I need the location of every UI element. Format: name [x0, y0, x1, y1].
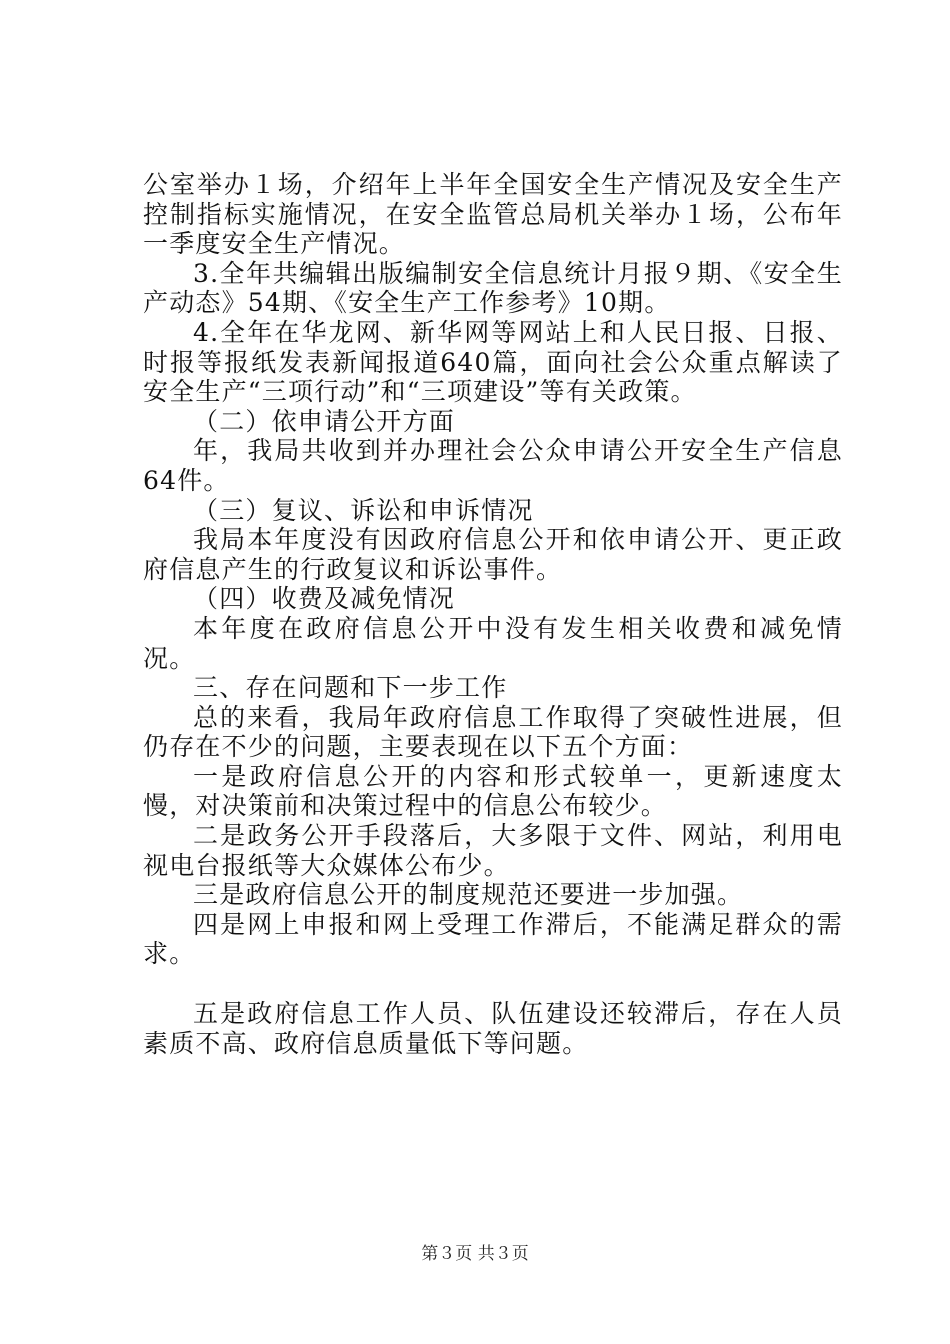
problem-item-2: 二是政务公开手段落后，大多限于文件、网站，利用电视电台报纸等大众媒体公布少。 — [143, 821, 843, 880]
paragraph-2: 3.全年共编辑出版编制安全信息统计月报９期、《安全生产动态》54期、《安全生产工作参考》10期。 — [143, 258, 843, 318]
paragraph-3: 4.全年在华龙网、新华网等网站上和人民日报、日报、时报等报纸发表新闻报道640篇，面向社会公众重点解读了安全生产“三项行动”和“三项建设”等有关政策。 — [143, 317, 843, 407]
problem-item-3: 三是政府信息公开的制度规范还要进一步加强。 — [193, 880, 744, 910]
document-body — [143, 170, 843, 1058]
section-heading-problems: 三、存在问题和下一步工作 — [193, 673, 508, 703]
section-heading-3: （三）复议、诉讼和申诉情况 — [193, 495, 534, 525]
paragraph-7: 我局本年度没有因政府信息公开和依申请公开、更正政府信息产生的行政复议和诉讼事件。 — [143, 525, 843, 584]
paragraph-5: 年，我局共收到并办理社会公众申请公开安全生产信息64件。 — [143, 436, 843, 495]
problem-item-4: 四是网上申报和网上受理工作滞后，不能满足群众的需求。 — [143, 909, 843, 969]
paragraph-9: 本年度在政府信息公开中没有发生相关收费和减免情况。 — [143, 613, 843, 673]
problem-item-5: 五是政府信息工作人员、队伍建设还较滞后，存在人员素质不高、政府信息质量低下等问题。 — [143, 999, 843, 1058]
page-footer: 第３页 共３页 — [421, 1244, 529, 1264]
paragraph-11: 总的来看，我局年政府信息工作取得了突破性进展，但仍存在不少的问题，主要表现在以下五个方面： — [143, 702, 843, 762]
problem-item-1: 一是政府信息公开的内容和形式较单一，更新速度太慢，对决策前和决策过程中的信息公布较少。 — [143, 761, 843, 821]
paragraph-1: 公室举办１场，介绍年上半年全国安全生产情况及安全生产控制指标实施情况，在安全监管总局机关举办１场，公布年一季度安全生产情况。 — [143, 170, 843, 259]
section-heading-2: （二）依申请公开方面 — [193, 406, 456, 436]
section-heading-4: （四）收费及减免情况 — [193, 584, 456, 614]
